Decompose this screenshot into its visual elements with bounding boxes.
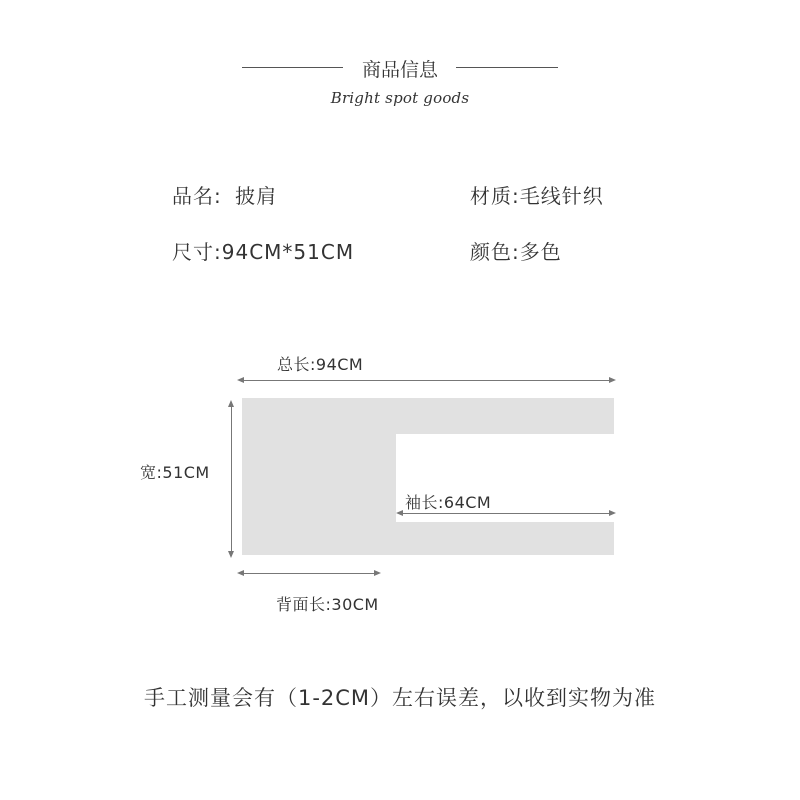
width-arrow-bottom	[228, 551, 234, 558]
page-title: 商品信息	[361, 59, 438, 81]
total-length-label: 总长:94CM	[277, 355, 364, 374]
spec-color-label: 颜色:	[470, 240, 520, 264]
spec-color	[470, 236, 562, 265]
spec-size-value: 94CM*51CM	[221, 240, 355, 264]
spec-color-value: 多色	[519, 240, 562, 264]
sleeve-length-arrow-left	[396, 510, 403, 516]
shawl-bottom-band	[242, 522, 614, 555]
page-subtitle: Bright spot goods	[330, 89, 470, 107]
spec-size	[172, 236, 354, 265]
back-length-arrow	[240, 573, 378, 574]
shawl-top-band	[242, 398, 614, 434]
total-length-arrow	[240, 380, 612, 381]
spec-name	[172, 180, 277, 209]
spec-name-value: 披肩	[235, 184, 278, 208]
sleeve-length-arrow	[399, 513, 612, 514]
spec-size-label: 尺寸:	[172, 240, 222, 264]
width-label: 宽:51CM	[140, 463, 210, 482]
shawl-back-panel	[242, 434, 396, 522]
sleeve-length-label: 袖长:64CM	[405, 493, 492, 512]
spec-name-label: 品名:	[172, 184, 222, 208]
back-length-arrow-left	[237, 570, 244, 576]
width-arrow	[231, 402, 232, 556]
back-length-label: 背面长:30CM	[276, 595, 379, 614]
header-rule-right	[456, 67, 558, 68]
spec-material-value: 毛线针织	[519, 184, 604, 208]
width-arrow-top	[228, 400, 234, 407]
sleeve-length-arrow-right	[609, 510, 616, 516]
measurement-note: 手工测量会有（1-2CM）左右误差，以收到实物为准	[143, 686, 657, 710]
spec-material-label: 材质:	[470, 184, 520, 208]
total-length-arrow-left	[237, 377, 244, 383]
spec-material	[470, 180, 604, 209]
back-length-arrow-right	[374, 570, 381, 576]
total-length-arrow-right	[609, 377, 616, 383]
